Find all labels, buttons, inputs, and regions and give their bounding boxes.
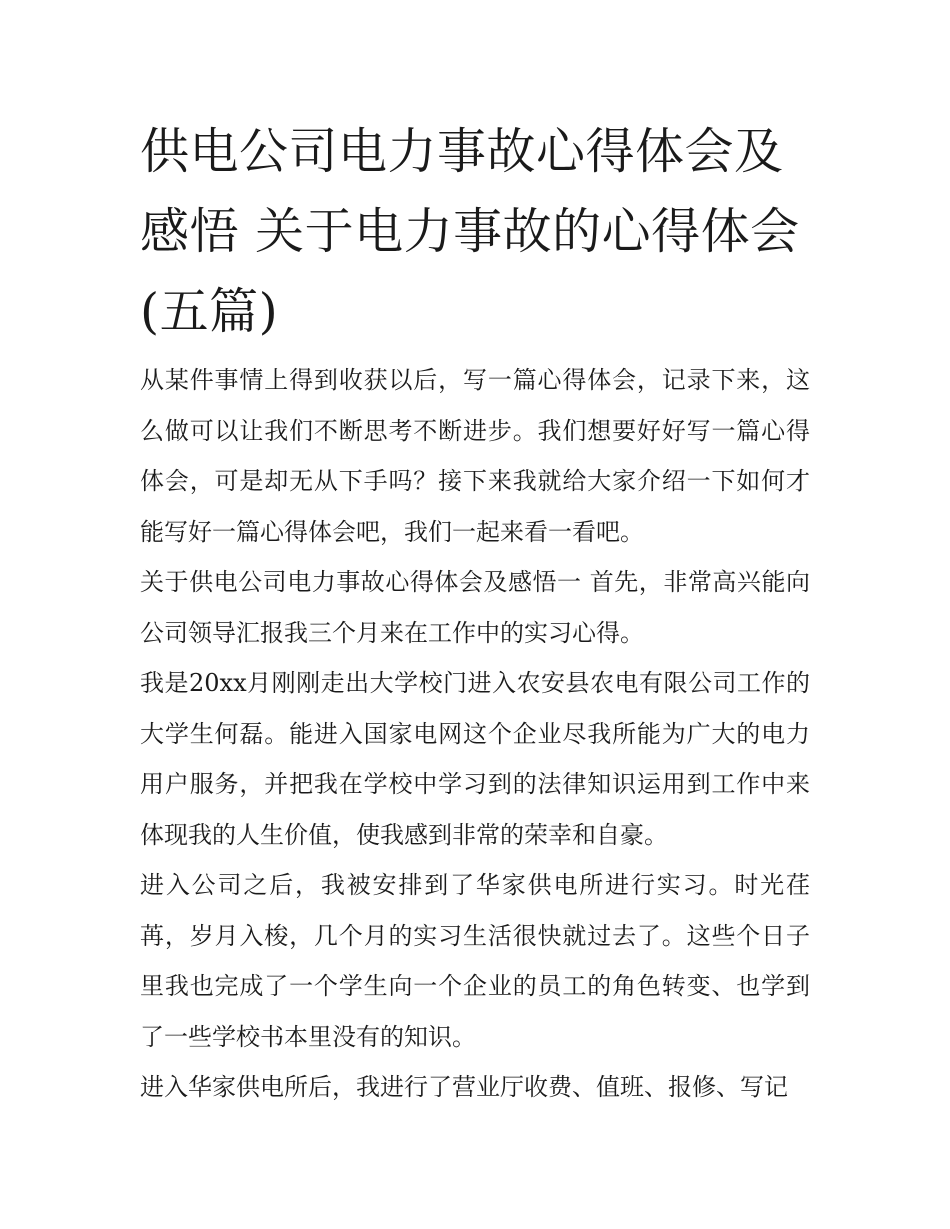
paragraph-4: 进入公司之后，我被安排到了华家供电所进行实习。时光荏苒，岁月入梭，几个月的实习生活很快就过去了。这些个日子里我也完成了一个学生向一个企业的员工的角色转变、也学到了一些学校书本里没有的知识。 [140, 871, 810, 1051]
paragraph-1: 从某件事情上得到收获以后，写一篇心得体会，记录下来，这么做可以让我们不断思考不断进步。我们想要好好写一篇心得体会，可是却无从下手吗？接下来我就给大家介绍一下如何才能写好一篇心得体会吧，我们一起来看一看吧。 [140, 366, 810, 546]
paragraph-2: 关于供电公司电力事故心得体会及感悟一 首先，非常高兴能向公司领导汇报我三个月来在工作中的实习心得。 [140, 568, 810, 647]
paragraph-5: 进入华家供电所后，我进行了营业厅收费、值班、报修、写记 [140, 1073, 788, 1101]
document-title: 供电公司电力事故心得体会及感悟 关于电力事故的心得体会(五篇) [140, 123, 800, 340]
document-body [140, 355, 810, 1113]
paragraph-3: 我是20xx月刚刚走出大学校门进入农安县农电有限公司工作的大学生何磊。能进入国家电网这个企业尽我所能为广大的电力用户服务，并把我在学校中学习到的法律知识运用到工作中来体现我的人生价值，使我感到非常的荣幸和自豪。 [140, 669, 810, 849]
